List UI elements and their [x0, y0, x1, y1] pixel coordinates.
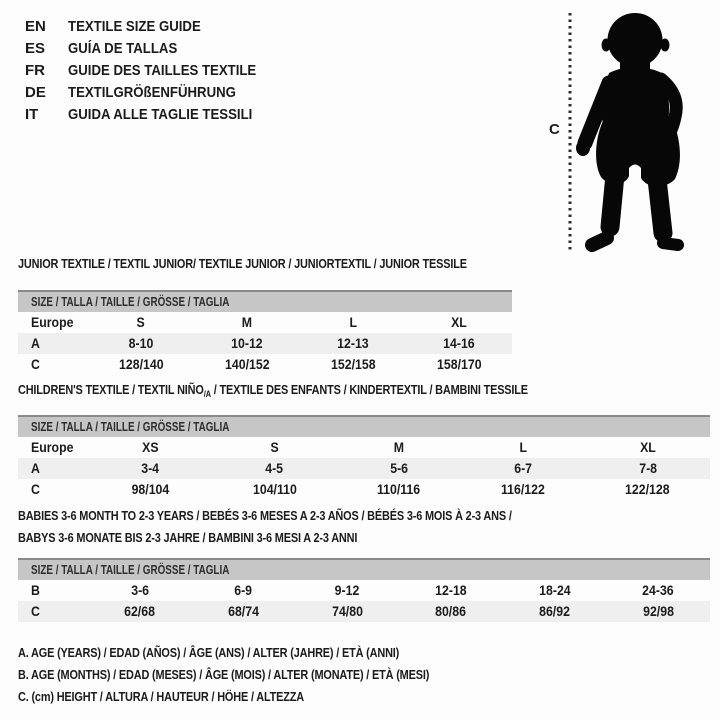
babies-section-title: [18, 508, 606, 552]
age-cell: [337, 458, 461, 479]
height-cell: [461, 479, 585, 500]
age-value: 6-9: [234, 582, 253, 598]
row-label-text: A: [31, 460, 40, 476]
height-cell: [212, 479, 336, 500]
row-label: [18, 354, 88, 375]
size-header-text: SIZE / TALLA / TAILLE / GRÖSSE / TAGLIA: [31, 419, 230, 434]
height-value: 152/158: [330, 356, 376, 372]
child-silhouette: [565, 5, 718, 255]
age-value: 14-16: [443, 335, 475, 351]
height-value: 62/68: [124, 603, 156, 619]
age-value: 12-13: [337, 335, 369, 351]
size-header-bar: [18, 290, 512, 312]
height-value: 104/110: [252, 481, 297, 497]
age-value: 3-6: [130, 582, 149, 598]
height-cell: [88, 601, 192, 622]
row-label: [18, 601, 88, 622]
table-row-europe: [18, 437, 710, 458]
age-value: 3-4: [141, 460, 160, 476]
language-title: TEXTILGRÖßENFÜHRUNG: [68, 83, 236, 101]
age-cell: [88, 580, 192, 601]
height-cell: [406, 354, 512, 375]
junior-section-title: [18, 256, 552, 271]
section-title-text: BABYS 3-6 MONATE BIS 2-3 JAHRE / BAMBINI 3-6 MESI A 2-3 ANNI: [18, 530, 358, 545]
language-row: [25, 81, 282, 103]
language-row: [25, 103, 282, 125]
height-figure: [545, 5, 720, 255]
age-value: 6-7: [514, 460, 533, 476]
size-value: M: [393, 439, 405, 455]
height-value: 116/122: [501, 481, 546, 497]
size-header-bar: [18, 415, 710, 437]
junior-size-table: [18, 290, 512, 375]
table-row-age-months: [18, 580, 710, 601]
title-text: CHILDREN'S TEXTILE / TEXTIL NIÑO: [18, 382, 204, 397]
row-label-text: C: [31, 356, 40, 372]
height-value: 158/170: [436, 356, 482, 372]
title-line: [18, 530, 606, 552]
row-label-text: B: [31, 582, 40, 598]
language-row: [25, 59, 282, 81]
age-cell: [399, 580, 503, 601]
size-header-text: SIZE / TALLA / TAILLE / GRÖSSE / TAGLIA: [31, 562, 230, 577]
language-code: EN: [25, 17, 46, 35]
language-code: FR: [25, 61, 45, 79]
height-cell: [606, 601, 710, 622]
height-cell: [88, 479, 212, 500]
legend-note-b: [18, 664, 508, 686]
size-value: XS: [141, 439, 159, 455]
age-value: 12-18: [435, 582, 467, 598]
age-cell: [461, 458, 585, 479]
size-value: L: [519, 439, 528, 455]
language-code: DE: [25, 83, 46, 101]
height-cell: [192, 601, 296, 622]
size-header-text: SIZE / TALLA / TAILLE / GRÖSSE / TAGLIA: [31, 294, 230, 309]
size-cell: [586, 437, 710, 458]
age-cell: [88, 458, 212, 479]
height-cell: [295, 601, 399, 622]
row-label: [18, 312, 88, 333]
height-value: 80/86: [435, 603, 467, 619]
size-value: XL: [451, 314, 467, 330]
note-text: B. AGE (MONTHS) / EDAD (MESES) / ÂGE (MOIS) / ALTER (MONATE) / ETÀ (MESI): [18, 667, 430, 682]
age-value: 5-6: [390, 460, 408, 476]
language-title: GUIDA ALLE TAGLIE TESSILI: [68, 105, 253, 123]
language-row: [25, 37, 282, 59]
row-label-text: C: [31, 603, 40, 619]
title-subscript: /A: [203, 389, 211, 399]
age-cell: [212, 458, 336, 479]
size-cell: [194, 312, 300, 333]
height-value: 98/104: [131, 481, 170, 497]
height-cell: [300, 354, 406, 375]
row-label: [18, 333, 88, 354]
size-cell: [461, 437, 585, 458]
age-cell: [503, 580, 607, 601]
table-row-height: [18, 479, 710, 500]
babies-size-table: [18, 558, 710, 622]
size-cell: [212, 437, 336, 458]
size-value: S: [136, 314, 146, 330]
height-cell: [399, 601, 503, 622]
language-code: IT: [25, 105, 39, 123]
age-cell: [586, 458, 710, 479]
row-label: [18, 458, 88, 479]
age-cell: [295, 580, 399, 601]
height-cell: [194, 354, 300, 375]
title-line: [18, 508, 606, 530]
height-value: 110/116: [377, 481, 421, 497]
legend-note-c: [18, 686, 508, 708]
children-section-title: [18, 382, 625, 402]
age-value: 8-10: [128, 335, 154, 351]
section-title-text: [18, 382, 528, 402]
legend-notes: [18, 642, 508, 708]
note-text: C. (cm) HEIGHT / ALTURA / HAUTEUR / HÖHE / ALTEZZA: [18, 689, 305, 704]
language-title: TEXTILE SIZE GUIDE: [68, 17, 201, 35]
height-value: 128/140: [118, 356, 164, 372]
age-cell: [88, 333, 194, 354]
size-value: XL: [639, 439, 656, 455]
row-label-text: Europe: [31, 439, 74, 455]
height-value: 86/92: [539, 603, 570, 619]
age-value: 24-36: [642, 582, 674, 598]
size-value: L: [349, 314, 357, 330]
size-cell: [88, 437, 212, 458]
size-value: M: [241, 314, 253, 330]
size-cell: [406, 312, 512, 333]
height-cell: [503, 601, 607, 622]
height-value: 122/128: [625, 481, 671, 497]
title-text: / TEXTILE DES ENFANTS / KINDERTEXTIL / BAMBINI TESSILE: [210, 382, 528, 397]
height-cell: [586, 479, 710, 500]
height-measure-label: C: [549, 121, 560, 138]
height-value: 140/152: [224, 356, 270, 372]
height-value: 92/98: [642, 603, 674, 619]
age-value: 18-24: [538, 582, 571, 598]
language-list: [25, 15, 282, 125]
toddler-figure: [576, 13, 680, 245]
age-cell: [194, 333, 300, 354]
note-text: A. AGE (YEARS) / EDAD (AÑOS) / ÂGE (ANS) / ALTER (JAHRE) / ETÀ (ANNI): [18, 645, 400, 660]
row-label-text: C: [31, 481, 40, 497]
size-cell: [88, 312, 194, 333]
age-cell: [300, 333, 406, 354]
table-row-age: [18, 333, 512, 354]
table-row-height: [18, 354, 512, 375]
age-value: 4-5: [265, 460, 284, 476]
age-value: 9-12: [334, 582, 360, 598]
table-row-europe: [18, 312, 512, 333]
height-value: 68/74: [228, 603, 259, 619]
section-title-text: BABIES 3-6 MONTH TO 2-3 YEARS / BEBÉS 3-6 MESES A 2-3 AÑOS / BÉBÉS 3-6 MOIS À 2-3 ANS /: [18, 508, 512, 523]
legend-note-a: [18, 642, 508, 664]
section-title-text: JUNIOR TEXTILE / TEXTIL JUNIOR/ TEXTILE JUNIOR / JUNIORTEXTIL / JUNIOR TESSILE: [18, 256, 467, 271]
language-title: GUÍA DE TALLAS: [68, 39, 178, 57]
table-row-height: [18, 601, 710, 622]
size-cell: [337, 437, 461, 458]
height-value: 74/80: [331, 603, 363, 619]
age-cell: [406, 333, 512, 354]
row-label: [18, 437, 88, 458]
row-label: [18, 580, 88, 601]
age-cell: [192, 580, 296, 601]
language-code: ES: [25, 39, 46, 57]
age-value: 10-12: [231, 335, 263, 351]
height-cell: [88, 354, 194, 375]
size-cell: [300, 312, 406, 333]
row-label-text: Europe: [31, 314, 74, 330]
language-title: GUIDE DES TAILLES TEXTILE: [68, 61, 257, 79]
age-cell: [606, 580, 710, 601]
table-row-age: [18, 458, 710, 479]
height-cell: [337, 479, 461, 500]
age-value: 7-8: [638, 460, 657, 476]
size-value: S: [270, 439, 279, 455]
children-size-table: [18, 415, 710, 500]
size-header-bar: [18, 558, 710, 580]
row-label-text: A: [31, 335, 40, 351]
language-row: [25, 15, 282, 37]
row-label: [18, 479, 88, 500]
